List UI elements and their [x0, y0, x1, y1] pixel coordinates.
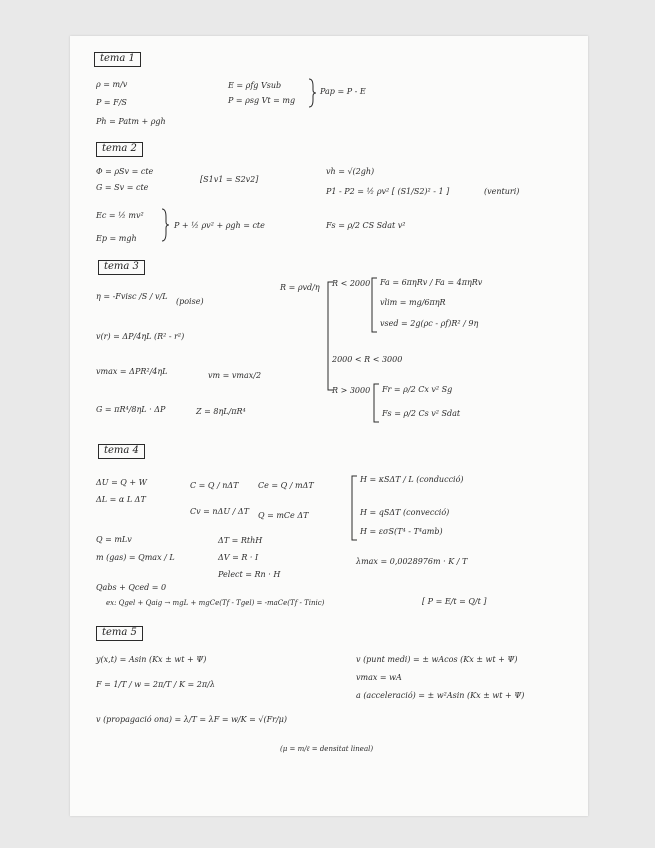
formula-resistance: Z = 8ηL/πR⁴	[196, 407, 246, 416]
formula-ohm: ΔV = R · I	[218, 553, 259, 562]
formula-poiseuille: G = πR⁴/8ηL · ΔP	[96, 405, 166, 414]
heat-transfer-bracket-icon	[350, 474, 358, 542]
formula-vmax: vmax = ΔPR²/4ηL	[96, 367, 168, 376]
formula-turbulent-drag: Fr = ρ/2 Cx v² Sg	[382, 385, 453, 394]
formula-frequency: F = 1/T / w = 2π/T / K = 2π/λ	[96, 680, 215, 689]
formula-latent-heat: Q = mLv	[96, 535, 132, 544]
formula-linear-density: (μ = m/ℓ = densitat lineal)	[280, 745, 374, 753]
formula-viscosity-unit: (poise)	[176, 297, 204, 306]
formula-kinetic-energy: Ec = ½ mv²	[96, 211, 144, 220]
laminar-bracket-icon	[370, 276, 378, 334]
formula-lift: Fs = ρ/2 Cs v² Sdat	[382, 409, 461, 418]
formula-heat: Q = mCe ΔT	[258, 511, 309, 520]
formula-hydrostatic: Ph = Patm + ρgh	[96, 117, 166, 126]
regime-transition: 2000 < R < 3000	[332, 355, 403, 364]
formula-mass-flow: Φ = ρSv = cte	[96, 167, 154, 176]
formula-power: Pelect = Rn · H	[218, 570, 281, 579]
formula-sedimentation: vsed = 2g(ρc - ρf)R² / 9η	[380, 319, 479, 328]
formula-weight: P = ρsg Vt = mg	[228, 96, 296, 105]
formula-conduction: H = κSΔT / L (conducció)	[360, 475, 464, 484]
formula-heat-balance: Qabs + Qced = 0	[96, 583, 167, 592]
formula-thermal-expansion: ΔL = α L ΔT	[96, 495, 146, 504]
formula-pressure: P = F/S	[96, 98, 127, 107]
formula-volume-flow: G = Sv = cte	[96, 183, 149, 192]
formula-potential-energy: Ep = mgh	[96, 234, 137, 243]
formula-wave-function: y(x,t) = Asin (Kx ± wt + Ψ)	[96, 655, 207, 664]
formula-vmean: vm = vmax/2	[208, 371, 262, 380]
formula-thermal-resistance: ΔT = RthH	[218, 536, 263, 545]
section-title-tema-4: tema 4	[98, 444, 145, 459]
formula-molar-heat: C = Q / nΔT	[190, 481, 239, 490]
formula-convection: H = qSΔT (convecció)	[360, 508, 450, 517]
formula-wien: λmax = 0,0028976m · K / T	[356, 557, 468, 566]
formula-specific-heat: Ce = Q / mΔT	[258, 481, 314, 490]
formula-first-law: ΔU = Q + W	[96, 478, 147, 487]
notes-sheet	[70, 36, 588, 816]
brace-icon	[307, 78, 317, 108]
formula-gas-mass: m (gas) = Qmax / L	[96, 553, 175, 562]
section-title-tema-1: tema 1	[94, 52, 141, 67]
regime-bracket-icon	[326, 280, 334, 392]
formula-point-velocity: v (punt medi) = ± wAcos (Kx ± wt + Ψ)	[356, 655, 518, 664]
formula-bernoulli: P + ½ ρv² + ρgh = cte	[174, 221, 265, 230]
formula-density: ρ = m/v	[96, 80, 128, 89]
formula-venturi: P1 - P2 = ½ ρv² [ (S1/S2)² - 1 ]	[326, 187, 450, 196]
formula-velocity-profile: v(r) = ΔP/4ηL (R² - r²)	[96, 332, 185, 341]
formula-continuity: [S1v1 = S2v2]	[200, 175, 259, 184]
section-title-tema-5: tema 5	[96, 626, 143, 641]
formula-cv: Cv = nΔU / ΔT	[190, 507, 249, 516]
formula-terminal-velocity: vlim = mg/6πηR	[380, 298, 446, 307]
formula-viscosity: η = -Fvisc /S / v/L	[96, 292, 168, 301]
section-title-tema-2: tema 2	[96, 142, 143, 157]
formula-wave-speed: v (propagació ona) = λ/T = λF = w/K = √(Fr/μ)	[96, 715, 287, 724]
formula-power-box: [ P = E/t = Q/t ]	[422, 597, 487, 606]
formula-stokes: Fa = 6πηRv / Fa = 4πηRv	[380, 278, 483, 287]
formula-torricelli: vh = √(2gh)	[326, 167, 375, 176]
turbulent-bracket-icon	[372, 382, 380, 424]
formula-vmax-wave: vmax = wA	[356, 673, 402, 682]
formula-venturi-note: (venturi)	[484, 187, 520, 196]
formula-radiation: H = εσS(T⁴ - T⁴amb)	[360, 527, 443, 536]
formula-reynolds: R = ρvd/η	[280, 283, 320, 292]
section-title-tema-3: tema 3	[98, 260, 145, 275]
regime-turbulent: R > 3000	[332, 386, 371, 395]
formula-drag: Fs = ρ/2 CS Sdat v²	[326, 221, 406, 230]
brace-icon	[160, 208, 170, 242]
formula-apparent-weight: Pap = P - E	[320, 87, 366, 96]
formula-buoyancy: E = ρfg Vsub	[228, 81, 282, 90]
formula-acceleration: a (acceleració) = ± w²Asin (Kx ± wt + Ψ)	[356, 691, 525, 700]
regime-laminar: R < 2000	[332, 279, 371, 288]
formula-example: ex: Qgel + Qaig → mgL + mgCe(Tf - Tgel) = -maCe(Tf - Tinic)	[106, 599, 325, 607]
